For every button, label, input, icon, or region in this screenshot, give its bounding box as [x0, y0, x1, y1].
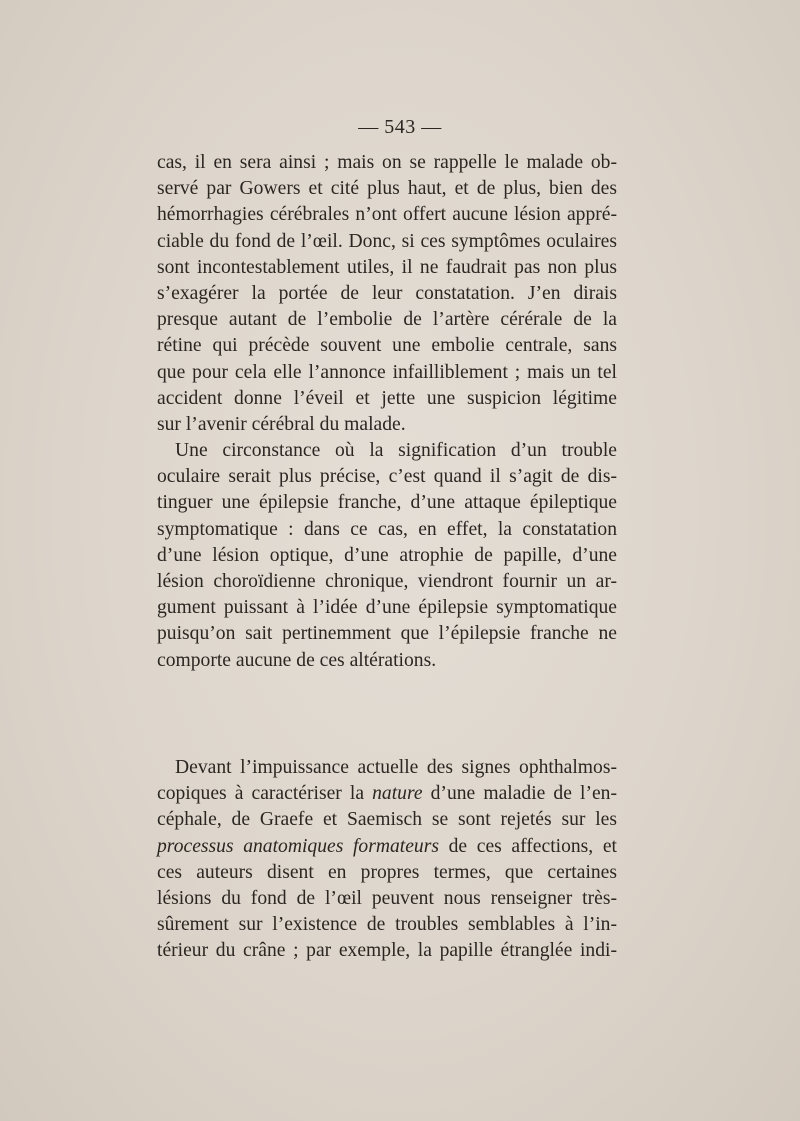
- text-line: sûrement sur l’existence de troubles semblables à l’in-: [157, 914, 617, 936]
- text-line: s’exagérer la portée de leur constatation. J’en dirais: [157, 282, 617, 304]
- text-line: accident donne l’éveil et jette une suspicion légitime: [157, 387, 617, 409]
- text-run: copiques à caractériser la: [157, 783, 373, 805]
- text-line: Une circonstance où la signification d’un trouble: [175, 440, 617, 462]
- italic-text: processus anatomiques formateurs: [157, 835, 439, 857]
- text-line: rétine qui précède souvent une embolie centrale, sans: [157, 335, 617, 357]
- text-line: [157, 781, 617, 807]
- text-line: hémorrhagies cérébrales n’ont offert aucune lésion appré-: [157, 204, 617, 226]
- text-line: cas, il en sera ainsi ; mais on se rappelle le malade ob-: [157, 152, 617, 173]
- text-line: symptomatique : dans ce cas, en effet, la constatation: [157, 518, 617, 540]
- text-line: comporte aucune de ces altérations.: [157, 649, 437, 671]
- text-line: ciable du fond de l’œil. Donc, si ces symptômes oculaires: [157, 230, 617, 252]
- text-line: lésions du fond de l’œil peuvent nous renseigner très-: [157, 887, 617, 909]
- text-line: presque autant de l’embolie de l’artère cérérale de la: [157, 309, 617, 331]
- text-line: Devant l’impuissance actuelle des signes ophthalmos-: [175, 757, 617, 778]
- text-line: que pour cela elle l’annonce infailliblement ; mais un tel: [157, 361, 617, 383]
- text-line: ces auteurs disent en propres termes, que certaines: [157, 861, 617, 883]
- text-line: sont incontestablement utiles, il ne faudrait pas non plus: [157, 256, 617, 278]
- text-line: servé par Gowers et cité plus haut, et de plus, bien des: [157, 178, 617, 200]
- text-line: lésion choroïdienne chronique, viendront fournir un ar-: [157, 571, 617, 592]
- text-block-top: [157, 150, 617, 674]
- text-line: gument puissant à l’idée d’une épilepsie symptomatique: [157, 597, 617, 619]
- text-line: céphale, de Graefe et Saemisch se sont rejetés sur les: [157, 809, 617, 831]
- text-run: d’une maladie de l’en-: [422, 783, 617, 805]
- text-run: de ces affections, et: [438, 835, 617, 857]
- text-line: puisqu’on sait pertinemment que l’épilepsie franche ne: [157, 623, 617, 645]
- text-line: térieur du crâne ; par exemple, la papille étranglée indi-: [157, 940, 617, 962]
- text-line: [157, 834, 617, 860]
- text-line: sur l’avenir cérébral du malade.: [157, 413, 406, 435]
- text-block-bottom: [157, 755, 617, 965]
- text-line: d’une lésion optique, d’une atrophie de papille, d’une: [157, 544, 617, 566]
- text-line: oculaire serait plus précise, c’est quand il s’agit de dis-: [157, 466, 617, 488]
- page-number: — 543 —: [358, 116, 442, 138]
- text-line: tinguer une épilepsie franche, d’une attaque épileptique: [157, 492, 617, 514]
- italic-text: nature: [372, 783, 423, 805]
